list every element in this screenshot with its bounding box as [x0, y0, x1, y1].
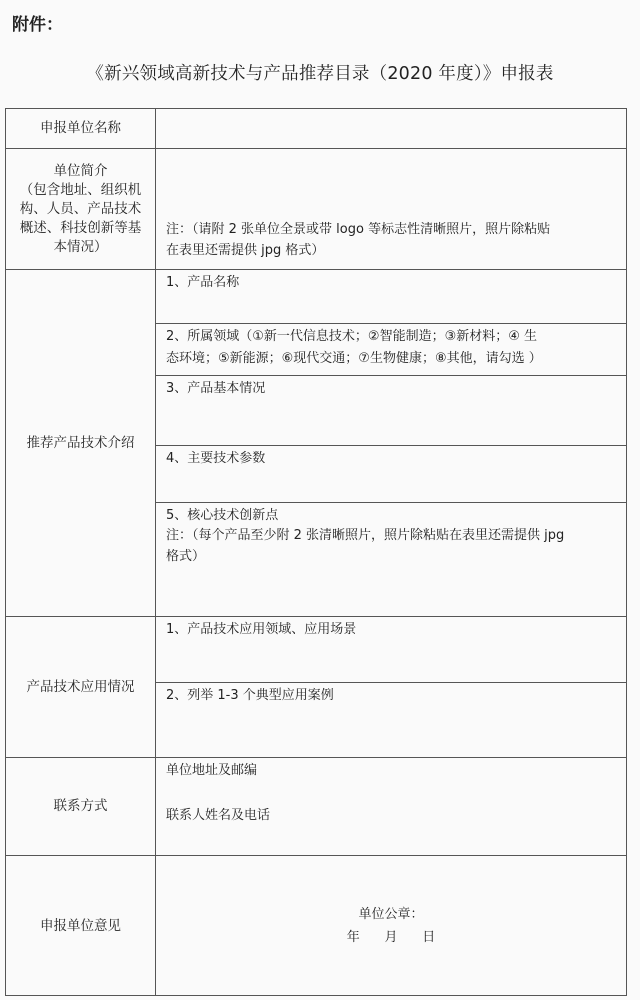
contact-label: 联系方式	[53, 798, 108, 814]
tech-parameters-label: 4、主要技术参数	[166, 451, 266, 466]
row-unit-name	[6, 109, 626, 149]
unit-intro-note-line: 在表里还需提供 jpg 格式）	[166, 243, 325, 258]
product-intro-section	[156, 270, 626, 616]
application-scenario-cell[interactable]	[156, 617, 626, 683]
unit-name-label: 申报单位名称	[40, 120, 121, 136]
unit-intro-field[interactable]	[156, 149, 626, 269]
contact-person-label: 联系人姓名及电话	[166, 808, 271, 823]
product-basic-info-cell[interactable]	[156, 376, 626, 446]
product-name-label: 1、产品名称	[166, 275, 240, 290]
row-contact	[6, 758, 626, 856]
tech-parameters-cell[interactable]	[156, 446, 626, 503]
application-scenario-label: 1、产品技术应用领域、应用场景	[166, 622, 357, 637]
product-intro-label: 推荐产品技术介绍	[26, 434, 135, 451]
unit-intro-label-line: 构、人员、产品技术	[19, 200, 142, 217]
row-application	[6, 617, 626, 758]
product-field-cell[interactable]	[156, 324, 626, 376]
attachment-label: 附件：	[12, 15, 63, 35]
application-section	[156, 617, 626, 757]
row-product-intro	[6, 270, 626, 617]
unit-intro-label-line: 本情况）	[53, 238, 108, 255]
row-opinion	[6, 856, 626, 996]
core-innovation-note-line: 格式）	[166, 549, 206, 564]
opinion-label: 申报单位意见	[40, 918, 121, 934]
application-form-table	[5, 108, 627, 996]
application-cases-label: 2、列举 1-3 个典型应用案例	[166, 688, 334, 703]
form-title: 《新兴领域高新技术与产品推荐目录（2020 年度）》申报表	[86, 64, 554, 84]
unit-intro-note-line: 注：（请附 2 张单位全景或带 logo 等标志性清晰照片，照片除粘贴	[166, 222, 551, 237]
core-innovation-label: 5、核心技术创新点	[166, 508, 279, 523]
unit-intro-label-line: 概述、科技创新等基	[19, 219, 142, 236]
unit-name-field[interactable]	[156, 109, 626, 148]
unit-intro-label	[6, 149, 155, 269]
row-unit-intro	[6, 149, 626, 270]
date-label: 年 月 日	[346, 930, 436, 945]
core-innovation-note-line: 注：（每个产品至少附 2 张清晰照片，照片除粘贴在表里还需提供 jpg	[166, 528, 565, 543]
application-cases-cell[interactable]	[156, 683, 626, 758]
unit-intro-label-line: 单位简介	[53, 162, 108, 179]
product-basic-info-label: 3、产品基本情况	[166, 381, 266, 396]
seal-label: 单位公章：	[358, 907, 424, 922]
contact-address-label: 单位地址及邮编	[166, 763, 258, 778]
unit-intro-label-line: （包含地址、组织机	[19, 181, 142, 198]
contact-field[interactable]	[156, 758, 626, 855]
opinion-field[interactable]	[156, 856, 626, 996]
application-label: 产品技术应用情况	[26, 678, 135, 695]
product-name-cell[interactable]	[156, 270, 626, 324]
product-field-line: 2、所属领域（①新一代信息技术；②智能制造；③新材料；④ 生	[166, 329, 538, 344]
core-innovation-cell[interactable]	[156, 503, 626, 617]
product-field-line: 态环境；⑤新能源；⑥现代交通；⑦生物健康；⑧其他，请勾选 ）	[166, 351, 542, 366]
